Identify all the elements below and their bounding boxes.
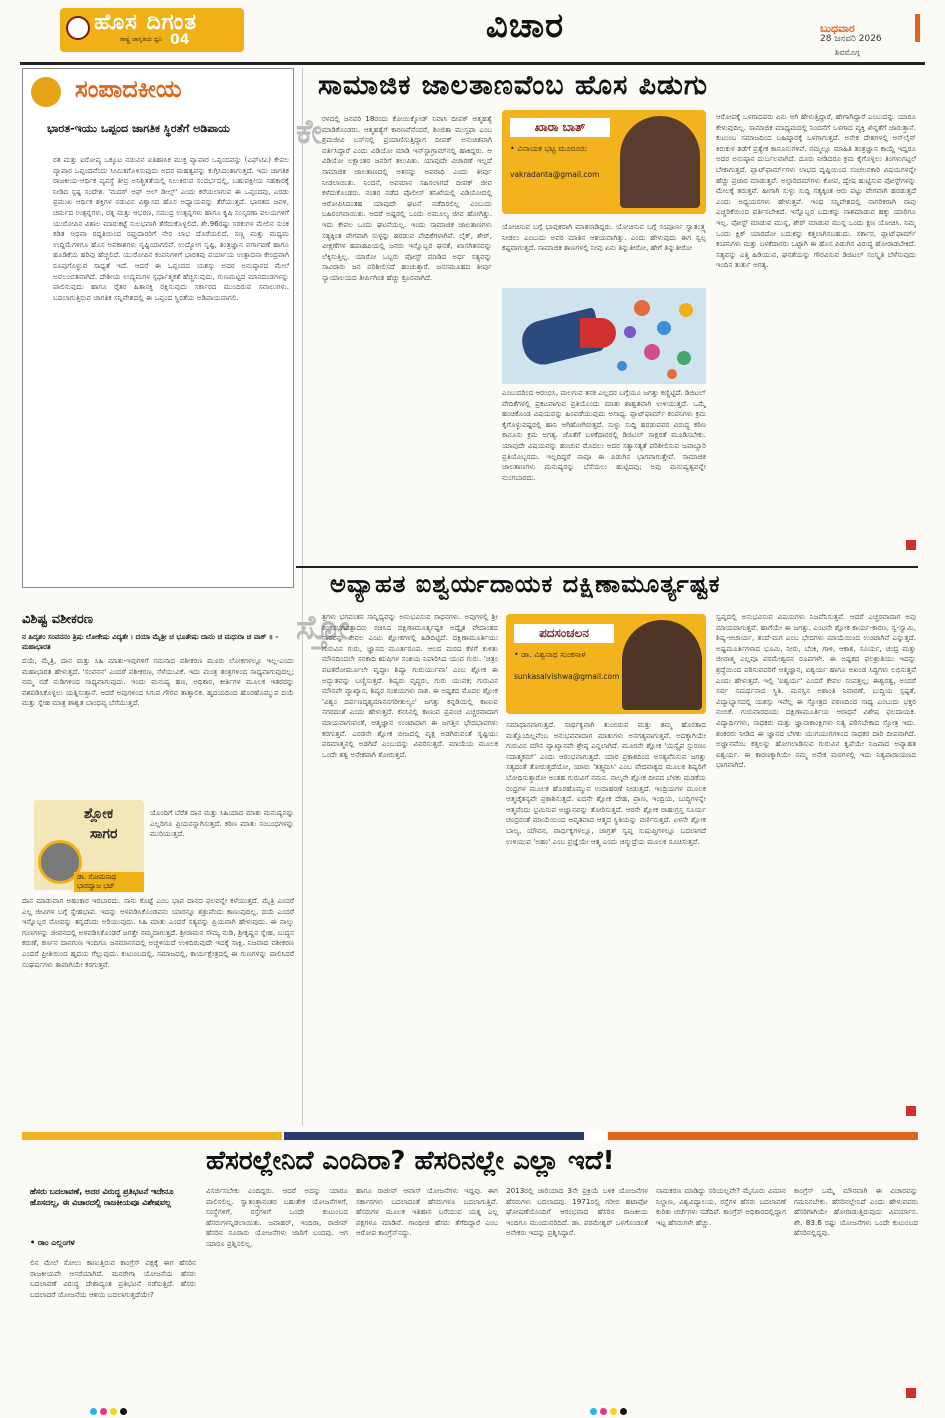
article2-column-name: ಪದಸಂಚಲನ — [514, 624, 614, 643]
social-bubble-icon — [679, 303, 693, 317]
article3-column-3: ಹಾಗೂ ರಾಜೀವ್ ಆವಾಸ್ ಯೋಜನೆಗಳು ಇದ್ದವು. ಈಗ ಸರ್ಕಾರಗಳು ಬದಲಾದಂತೆ ಹೆಸರುಗಳೂ ಬದಲಾಗುತ್ತಿವೆ. ಹೆಸರುಗಳ ಮೂಲಕ ಇತಿಹಾಸ ಬರೆಯುವ ಯತ್ನ ಎಲ್ಲ ಪಕ್ಷಗಳೂ ಮಾಡಿವೆ. ಗಾಂಧೀಜಿ ಹೆಸರು ತೆಗೆದಿದ್ದಾರೆ ಎಂಬ ಆರೋಪ ಕಾಂಗ್ರೆಸ್‌ನದ್ದು. — [356, 1186, 498, 1238]
shloka-logo-word-1: ಶ್ಲೋಕ — [84, 806, 114, 822]
registration-dot-icon — [100, 1408, 107, 1415]
article1-author-photo — [620, 116, 700, 208]
article1-column-3: ಆರೋಪಕ್ಕೆ ಒಳಗಾದವರು ಏನು ಆಗಿ ಹೇಳುತ್ತಿದ್ದಾರೆ, ಹೇಗಾಗಿದ್ದಾರೆ ಎಂಬುದನ್ನು ಯಾರೂ ಕೇಳುವುದಿಲ್ಲ. ಸಾಮಾಜಿಕ ಮಾಧ್ಯಮದಲ್ಲಿ ನಿಂದನೆಗೆ ಒಳಗಾದ ವ್ಯಕ್ತಿ ಖಿನ್ನತೆಗೆ ಜಾರುತ್ತಾನೆ. ಕುಟುಂಬ ಸಮಾಜದಿಂದ ಬಹಿಷ್ಕಾರಕ್ಕೆ ಒಳಗಾಗುತ್ತದೆ. ಅನೇಕ ದೇಶಗಳಲ್ಲಿ ಆನ್‌ಲೈನ್ ಕಿರುಕುಳ ತಡೆಗೆ ಪ್ರತ್ಯೇಕ ಕಾನೂನುಗಳಿವೆ. ನಮ್ಮಲ್ಲೂ ಮಾಹಿತಿ ತಂತ್ರಜ್ಞಾನ ಕಾಯ್ದೆ ಇದ್ದರೂ ಅದರ ಅನುಷ್ಠಾನ ದುರ್ಬಲವಾಗಿದೆ. ದೂರು ನೀಡಿದರೂ ಕ್ರಮ ಕೈಗೊಳ್ಳಲು ತಿಂಗಳುಗಟ್ಟಲೆ ಬೇಕಾಗುತ್ತದೆ. ಪ್ಲಾಟ್‌ಫಾರ್ಮ್‌ಗಳು ಲಾಭದ ದೃಷ್ಟಿಯಿಂದ ಸಂಚಲನಕಾರಿ ವಿಷಯಗಳನ್ನೇ ಹೆಚ್ಚು ಪ್ರಚಾರ ಮಾಡುತ್ತವೆ. ಅಲ್ಗಾರಿದಮ್‌ಗಳು ಕೋಪ, ದ್ವೇಷ ಹುಟ್ಟಿಸುವ ಪೋಸ್ಟ್‌ಗಳನ್ನು ಮೇಲಕ್ಕೆ ತರುತ್ತವೆ. ಹೀಗಾಗಿ ಸುಳ್ಳು ಸುದ್ದಿ ಸತ್ಯಕ್ಕಿಂತ ಆರು ಪಟ್ಟು ವೇಗವಾಗಿ ಹರಡುತ್ತದೆ ಎಂದು ಅಧ್ಯಯನಗಳು ಹೇಳುತ್ತವೆ. ಇಂಥ ಸನ್ನಿವೇಶದಲ್ಲಿ ನಾಗರಿಕರಾಗಿ ನಾವು ಎಚ್ಚರಿಕೆಯಿಂದ ವರ್ತಿಸಬೇಕಿದೆ. ಇನ್ನೊಬ್ಬರ ಬದುಕನ್ನು ನಾಶಮಾಡುವ ಹಕ್ಕು ಯಾರಿಗೂ ಇಲ್ಲ. ಪೋಸ್ಟ್ ಮಾಡುವ ಮುನ್ನ, ಶೇರ್ ಮಾಡುವ ಮುನ್ನ ಒಂದು ಕ್ಷಣ ಯೋಚಿಸಿ. ನಿಮ್ಮ ಒಂದು ಕ್ಲಿಕ್ ಯಾರದೋ ಬದುಕನ್ನು ಕತ್ತಲಾಗಿಸಬಹುದು. ಸರ್ಕಾರ, ಪ್ಲಾಟ್‌ಫಾರ್ಮ್ ಕಂಪನಿಗಳು ಮತ್ತು ಬಳಕೆದಾರರು ಒಟ್ಟಾಗಿ ಈ ಹೊಸ ಪಿಡುಗಿನ ವಿರುದ್ಧ ಹೋರಾಡಬೇಕಿದೆ. ಸತ್ಯವನ್ನು ಎತ್ತಿ ಹಿಡಿಯುವ, ಘನತೆಯನ್ನು ಗೌರವಿಸುವ ಡಿಜಿಟಲ್ ಸಂಸ್ಕೃತಿ ಬೆಳೆಸುವುದು ಇಂದಿನ ತುರ್ತು ಅಗತ್ಯ. — [716, 112, 916, 270]
page-edge-strip — [915, 14, 920, 42]
article2-column-3: ಸ್ವಪ್ನದಲ್ಲಿ ಅನುಭವಿಸುವ ವಿಷಯಗಳು ನಿಜವೆನಿಸುತ್ತವೆ. ಆದರೆ ಎಚ್ಚರವಾದಾಗ ಅವು ಮಾಯವಾಗುತ್ತವೆ. ಹಾಗೆಯೇ ಈ ಜಗತ್ತು. ಎಂಟನೇ ಶ್ಲೋಕ ಕಾರ್ಯ-ಕಾರಣ, ಸ್ವ-ಸ್ವಾಮಿ, ಶಿಷ್ಯ-ಆಚಾರ್ಯ, ತಂದೆ-ಮಗ ಎಂಬ ಭೇದಗಳು ಮಾಯೆಯಿಂದ ಉಂಟಾಗಿವೆ ಎನ್ನುತ್ತದೆ. ಅಷ್ಟಮೂರ್ತಿಗಳಾದ ಭೂಮಿ, ನೀರು, ಬೆಂಕಿ, ಗಾಳಿ, ಆಕಾಶ, ಸೂರ್ಯ, ಚಂದ್ರ ಮತ್ತು ಜೀವಾತ್ಮ ಎಲ್ಲವೂ ಪರಮೇಶ್ವರನ ರೂಪಗಳೇ. ಈ ಅಷ್ಟಕದ ಫಲಶ್ರುತಿಯು ಇದನ್ನು ಶ್ರದ್ಧೆಯಿಂದ ಪಠಿಸುವವರಿಗೆ ಆತ್ಮಜ್ಞಾನ, ಐಶ್ವರ್ಯ ಹಾಗೂ ಅಖಂಡ ಸಿದ್ಧಿಗಳು ಲಭಿಸುತ್ತವೆ ಎಂದು ಹೇಳುತ್ತದೆ. ಇಲ್ಲಿ 'ಐಶ್ವರ್ಯ' ಎಂದರೆ ಕೇವಲ ಸಂಪತ್ತಲ್ಲ; ಈಶ್ವರತ್ವ, ಅಂದರೆ ಸರ್ವ ಸಮರ್ಥನಾದ ಸ್ಥಿತಿ. ಮನಸ್ಸಿನ ಅಶಾಂತಿ ನಿವಾರಣೆ, ಬುದ್ಧಿಯ ಸ್ಪಷ್ಟತೆ, ವಿದ್ಯಾಭ್ಯಾಸದಲ್ಲಿ ಯಶಸ್ಸು ಇವೆಲ್ಲ ಈ ಸ್ತೋತ್ರದ ಪಠಣದಿಂದ ಸಾಧ್ಯ ಎಂಬುದು ಭಕ್ತರ ನಂಬಿಕೆ. ಗುರುವಾರದಂದು ದಕ್ಷಿಣಾಮೂರ್ತಿಯ ಆರಾಧನೆ ವಿಶೇಷ ಫಲದಾಯಕ. ವಿದ್ಯಾರ್ಥಿಗಳು, ಸಾಧಕರು ಮತ್ತು ಜ್ಞಾನಾಕಾಂಕ್ಷಿಗಳು ನಿತ್ಯ ಪಠಿಸಬೇಕಾದ ಸ್ತೋತ್ರ ಇದು. ಶಂಕರರು ನೀಡಿದ ಈ ಜ್ಞಾನದ ಬೆಳಕು ಯುಗಯುಗಗಳಿಂದ ಸಾಧಕರ ದಾರಿ ದೀಪವಾಗಿದೆ. ಅಜ್ಞಾನವೆಂಬ ಕತ್ತಲನ್ನು ಹೋಗಲಾಡಿಸುವ ಗುರುವಿನ ಕೃಪೆಯೇ ನಿಜವಾದ ಅವ್ಯಾಹತ ಐಶ್ವರ್ಯ. ಈ ಕಾರಣಕ್ಕಾಗಿಯೇ ನಮ್ಮ ಅನೇಕ ಮಠಗಳಲ್ಲಿ ಇದು ನಿತ್ಯಪಾರಾಯಣದ ಭಾಗವಾಗಿದೆ. — [716, 612, 916, 770]
column-divider — [302, 68, 303, 1126]
feature-body-intro: ದಯೆ, ಮೈತ್ರಿ, ದಾನ ಮತ್ತು ಸಿಹಿ ಮಾತು-ಇವುಗಳಿಗೆ ಸಮನಾದ ವಶೀಕರಣ ಮೂರು ಲೋಕಗಳಲ್ಲೂ ಇಲ್ಲ-ಎಂದು ಮಹಾಭಾರತ ಹೇಳುತ್ತದೆ. 'ಸಂವನನ' ಎಂದರೆ ವಶೀಕರಣ, ಸೆಳೆಯುವಿಕೆ. ಇದು ಮಂತ್ರ ತಂತ್ರಗಳಿಂದ ಸಾಧ್ಯವಾಗುವುದಲ್ಲ; ನಮ್ಮ ನಡೆ ನುಡಿಗಳಿಂದ ಸಾಧ್ಯವಾಗುವುದು. ಇಂದು ಮನುಷ್ಯ ಹಣ, ಅಧಿಕಾರ, ಕೀರ್ತಿಗಳ ಮೂಲಕ ಇತರರನ್ನು ವಶಪಡಿಸಿಕೊಳ್ಳಲು ಯತ್ನಿಸುತ್ತಾನೆ. ಆದರೆ ಅವುಗಳಿಂದ ಸಿಗುವ ಗೌರವ ತಾತ್ಕಾಲಿಕ. ಹೃದಯದಿಂದ ಹೊರಹೊಮ್ಮುವ ದಯೆ ಮತ್ತು ಸ್ನೇಹ ಮಾತ್ರ ಶಾಶ್ವತ ಬಾಂಧವ್ಯ ಬೆಸೆಯುತ್ತದೆ. — [22, 656, 294, 708]
article3-column-6: ಕಾಂಗ್ರೆಸ್ ಒಮ್ಮೆ ಮೌನವಾಗಿ ಈ ವಿಚಾರವನ್ನು ಗಮನಿಸಬೇಕು. ಹೆಸರಿನಲ್ಲೇನಿದೆ ಎಂದು ಹೇಳುವವರು ಹೆಸರಿಗಾಗಿಯೇ ಹೋರಾಡುತ್ತಿರುವುದು ವಿಪರ್ಯಾಸ. ಶೇ. 83.6 ರಷ್ಟು ಯೋಜನೆಗಳು ಒಂದೇ ಕುಟುಂಬದ ಹೆಸರಿನಲ್ಲಿದ್ದವು. — [794, 1186, 918, 1238]
article3-deck: ಹೆಸರು ಬದಲಾವಣೆ, ಅದರ ವಿರುದ್ಧ ಪ್ರತಿಭಟನೆ ಇದೇನೂ ಹೊಸದಲ್ಲ, ಈ ವಿಚಾರದಲ್ಲಿ ರಾಜಕೀಯವೂ ವಿಶೇಷವಲ್ಲ — [30, 1187, 174, 1207]
social-bubble-icon — [634, 300, 650, 316]
article3-column-2: ವಿಸರ್ಜಿಸಬೇಕು ಎಂದಿದ್ದರು. ಆದರೆ ಅದನ್ನು ಯಾರೂ ಪಾಲಿಸಲಿಲ್ಲ. ಸ್ವಾತಂತ್ರ್ಯಾನಂತರ ಬಹುತೇಕ ಯೋಜನೆಗಳಿಗೆ, ಸಂಸ್ಥೆಗಳಿಗೆ, ರಸ್ತೆಗಳಿಗೆ ಒಂದೇ ಕುಟುಂಬದ ಹೆಸರುಗಳನ್ನಿಡಲಾಯಿತು. ಜವಾಹರ್, ಇಂದಿರಾ, ರಾಜೀವ್ ಹೆಸರಿನ ನೂರಾರು ಯೋಜನೆಗಳು ಜಾರಿಗೆ ಬಂದವು. ಆಗ ಯಾರೂ ಪ್ರಶ್ನಿಸಲಿಲ್ಲ. — [206, 1186, 348, 1248]
article2-email[interactable]: sunkasalvishwa@gmail.com — [514, 672, 620, 681]
color-bar-gap — [586, 1132, 606, 1140]
feature-body-main: ದಾನ ಮಾಡುವಾಗ ಅಹಂಕಾರ ಇರಬಾರದು. ನಾನು ಕೊಟ್ಟೆ ಎಂಬ ಭಾವ ದಾನದ ಫಲವನ್ನೇ ಕಳೆಯುತ್ತದೆ. ಮೈತ್ರಿ ಎಂದರೆ ಎಲ್ಲ ಜೀವಿಗಳ ಬಗ್ಗೆ ಸ್ನೇಹಭಾವ. ಇದನ್ನು ಅಳವಡಿಸಿಕೊಂಡವನು ಯಾರನ್ನೂ ಶತ್ರುವೆಂದು ಕಾಣುವುದಿಲ್ಲ. ದಯೆ ಎಂದರೆ ಇನ್ನೊಬ್ಬರ ನೋವನ್ನು ತನ್ನದೆಂದು ಅರಿಯುವುದು. ಸಿಹಿ ಮಾತು ಎಂದರೆ ಸತ್ಯವನ್ನು ಪ್ರಿಯವಾಗಿ ಹೇಳುವುದು. ಈ ನಾಲ್ಕು ಗುಣಗಳನ್ನು ಜೀವನದಲ್ಲಿ ಅಳವಡಿಸಿಕೊಂಡರೆ ಜಗತ್ತೇ ನಮ್ಮದಾಗುತ್ತದೆ. ಶ್ರೀರಾಮನ ಸೌಮ್ಯ ನುಡಿ, ಶ್ರೀಕೃಷ್ಣನ ಸ್ನೇಹ, ಬುದ್ಧನ ಕರುಣೆ, ಕರ್ಣನ ದಾನಗುಣ ಇಂದಿಗೂ ಜನಮಾನಸದಲ್ಲಿ ಅಚ್ಚಳಿಯದೆ ಉಳಿದಿರುವುದೇ ಇದಕ್ಕೆ ಸಾಕ್ಷಿ. ನಿಜವಾದ ವಶೀಕರಣ ಎಂದರೆ ಪ್ರೀತಿಯಿಂದ ಹೃದಯ ಗೆಲ್ಲುವುದು. ಕುಟುಂಬದಲ್ಲಿ, ಸಮಾಜದಲ್ಲಿ, ಕಾರ್ಯಕ್ಷೇತ್ರದಲ್ಲಿ ಈ ಗುಣಗಳನ್ನು ಪಾಲಿಸಿದರೆ ಸಂಘರ್ಷಗಳು ತಾವಾಗಿಯೇ ಕರಗುತ್ತವೆ. — [22, 896, 294, 969]
registration-dot-icon — [590, 1408, 597, 1415]
article1-column-2-bottom: ಎಂಬುದರಿಂದ ಆರಂಭಿಸಿ, ಮಲಗುವ ತನಕ ಎಲ್ಲದರ ಬಗ್ಗೆಯೂ ಜಗತ್ತು ಕಣ್ಣಿಟ್ಟಿದೆ. ಡಿಜಿಟಲ್ ವೇದಿಕೆಗಳಲ್ಲಿ ಪ್ರಕಟವಾಗುವ ಪ್ರತಿಯೊಂದು ಮಾತು ಶಾಶ್ವತವಾಗಿ ಉಳಿಯುತ್ತದೆ. ಒಮ್ಮೆ ಹಂಚಿಕೊಂಡ ವಿಷಯವನ್ನು ಹಿಂಪಡೆಯುವುದು ಅಸಾಧ್ಯ. ಪ್ಲಾಟ್‌ಫಾರ್ಮ್ ಕಂಪನಿಗಳು ಕ್ರಮ ಕೈಗೊಳ್ಳುವಷ್ಟರಲ್ಲಿ ಹಾನಿ ಆಗಿಹೋಗಿರುತ್ತದೆ. ಸುಳ್ಳು ಸುದ್ದಿ ಹರಡುವವರ ವಿರುದ್ಧ ಕಠಿಣ ಕಾನೂನು ಕ್ರಮ ಅಗತ್ಯ. ಜೊತೆಗೆ ಬಳಕೆದಾರರಲ್ಲಿ ಡಿಜಿಟಲ್ ಸಾಕ್ಷರತೆ ಮೂಡಿಸಬೇಕು. ಯಾವುದೇ ವಿಷಯವನ್ನು ಹಂಚುವ ಮೊದಲು ಅದರ ಸತ್ಯಾಸತ್ಯತೆ ಪರಿಶೀಲಿಸುವ ಜವಾಬ್ದಾರಿ ಪ್ರತಿಯೊಬ್ಬರದು. ಇಲ್ಲದಿದ್ದರೆ ನಾವೂ ಈ ಪಿಡುಗಿನ ಭಾಗವಾಗುತ್ತೇವೆ. ಸಾಮಾಜಿಕ ಜಾಲತಾಣಗಳು ಮನುಷ್ಯರನ್ನು ಬೆಸೆಯಲು ಹುಟ್ಟಿದವು; ಅವು ಮನುಷ್ಯತ್ವವನ್ನೇ ನುಂಗಬಾರದು. — [502, 388, 706, 482]
feature-title[interactable]: ವಿಶಿಷ್ಟ ವಶೀಕರಣ — [22, 612, 93, 627]
social-bubble-icon — [644, 344, 660, 360]
editorial-emblem-icon — [31, 77, 61, 107]
social-bubble-icon — [617, 361, 627, 371]
social-bubble-icon — [667, 369, 677, 379]
color-bar-navy — [284, 1132, 584, 1140]
section-title: ವಿಚಾರ — [485, 6, 565, 46]
article2-author: • ಡಾ. ವಿಶ್ವನಾಥ ಸುಂಕಸಾಳ — [514, 650, 586, 659]
article1-author-badge — [502, 110, 706, 214]
social-bubble-icon — [677, 351, 691, 365]
edition-city: ಶಿವಮೊಗ್ಗ — [835, 48, 860, 57]
article3-author: • ರಾಂ ಎಲ್ಲಂಗಳ — [30, 1238, 75, 1247]
article2-headline[interactable]: ಅವ್ಯಾಹತ ಐಶ್ವರ್ಯದಾಯಕ ದಕ್ಷಿಣಾಮೂರ್ತ್ಯಷ್ಟಕ — [330, 570, 721, 598]
registration-dot-icon — [120, 1408, 127, 1415]
shloka-sagara-column-logo — [34, 800, 144, 890]
editorial-box — [22, 68, 294, 588]
issue-date: 28 ಜನವರಿ 2026 — [820, 34, 882, 44]
color-bar-orange — [608, 1132, 918, 1140]
masthead-logo[interactable] — [60, 8, 244, 52]
paper-name: ಹೊಸ ದಿಗಂತ — [94, 10, 198, 35]
article-end-mark-icon — [906, 540, 916, 550]
article3-headline[interactable]: ಹೆಸರಲ್ಲೇನಿದೆ ಎಂದಿರಾ? ಹೆಸರಿನಲ್ಲೇ ಎಲ್ಲಾ ಇದೆ! — [206, 1146, 615, 1176]
article3-column-5: ನಾಮಕರಣ ಮಾಡಿದ್ದು ಸರಿಯಲ್ಲವೇ? ಮೈಸೂರು ವಿಮಾನ ನಿಲ್ದಾಣ, ವಿಶ್ವವಿದ್ಯಾಲಯ, ರಸ್ತೆಗಳ ಹೆಸರು ಬದಲಾವಣೆ ಕುರಿತು ಚರ್ಚೆಗಳು ನಡೆದಿವೆ. ಕಾಂಗ್ರೆಸ್ ಅಧಿಕಾರದಲ್ಲಿದ್ದಾಗ ಇಟ್ಟ ಹೆಸರುಗಳೇ ಹೆಚ್ಚು. — [656, 1186, 786, 1227]
article2-author-badge — [506, 614, 706, 714]
social-bubble-icon — [657, 321, 671, 335]
article1-dropcap: ಕೇ — [296, 112, 323, 152]
shloka-logo-word-2: ಸಾಗರ — [90, 826, 118, 842]
article-end-mark-icon — [906, 1388, 916, 1398]
article-end-mark-icon — [906, 1106, 916, 1116]
registration-dot-icon — [600, 1408, 607, 1415]
registration-dot-icon — [110, 1408, 117, 1415]
article1-column-2-top: ಯೋಚಿಸುವ ಬಗ್ಗೆ ಭಾವುಕರಾಗಿ ಮಾತನಾಡಿದ್ದರು. ಯೋಚಿಸುವ ಬಗ್ಗೆ ಸಂಪೂರ್ಣ ಸ್ವಾತಂತ್ರ್ಯ ನೀಡಲು ಎಂಬುದು ಅವರ ಮಾತಿನ ಆಶಯವಾಗಿತ್ತು. ಎಂದು ಹೇಳುವುದು ಈಗ ಸ್ವಲ್ಪ ಕಷ್ಟವಾಗುತ್ತದೆ. ಸಾಮಾಜಿಕ ತಾಣಗಳಲ್ಲಿ ನೀವು ಏನು ತಿನ್ನುತೀರೋ, ಹೇಗೆ ತಿನ್ನುತೀರೋ — [502, 222, 706, 253]
editorial-logo-word: ಸಂಪಾದಕೀಯ — [75, 75, 182, 103]
registration-dot-icon — [90, 1408, 97, 1415]
masthead-rule — [20, 62, 925, 65]
article2-author-photo — [622, 620, 702, 710]
social-media-magnet-illustration — [502, 288, 706, 384]
editorial-body: ರತ ಮತ್ತು ಐರೋಪ್ಯ ಒಕ್ಕೂಟ ನಡುವಿನ ಐತಿಹಾಸಿಕ ಮುಕ್ತ ವ್ಯಾಪಾರ ಒಪ್ಪಂದವನ್ನು (ಎಫ್‌ಟಿಎ) ಕೇವಲ ವ್ಯಾಪಾರ ಒಪ್ಪಂದವೆಂದು ಸೀಮಿತಗೊಳಿಸುವುದು ಅದರ ಮಹತ್ವವನ್ನು ಕುಗ್ಗಿಸಿದಂತಾಗುತ್ತದೆ. ಇದು ಜಾಗತಿಕ ರಾಜಕೀಯ-ಆರ್ಥಿಕ ವ್ಯವಸ್ಥೆ ತೀವ್ರ ಅನಿಶ್ಚಿತತೆಯಲ್ಲಿ ಸಿಲುಕಿರುವ ಸಂದರ್ಭದಲ್ಲಿ, ಬಹುಪಕ್ಷೀಯ ಸಹಕಾರಕ್ಕೆ ನೀಡಿದ ಸ್ಪಷ್ಟ ಸಂದೇಶ. 'ಮದರ್ ಆಫ್ ಆಲ್ ಡೀಲ್ಸ್' ಎಂದು ಕರೆಯಲಾಗುವ ಈ ಒಪ್ಪಂದವು, ಎರಡು ಪ್ರಮುಖ ಆರ್ಥಿಕ ಶಕ್ತಿಗಳ ನಡುವಿನ ವಿಶ್ವಾಸದ ಹೊಸ ಅಧ್ಯಾಯವನ್ನು ತೆರೆಯುತ್ತದೆ. ಭಾರತದ ಜವಳಿ, ಚರ್ಮದ ಉತ್ಪನ್ನಗಳು, ರತ್ನ ಮತ್ತು ಆಭರಣ, ಸಮುದ್ರ ಉತ್ಪನ್ನಗಳು ಹಾಗೂ ಕೃಷಿ ಸಂಸ್ಕರಣಾ ವಲಯಗಳಿಗೆ ಯುರೋಪಿನ ವಿಶಾಲ ಮಾರುಕಟ್ಟೆ ಸುಲಭವಾಗಿ ತೆರೆದುಕೊಳ್ಳಲಿದೆ. ಶೇ.96ರಷ್ಟು ಸರಕುಗಳ ಮೇಲಿನ ಸುಂಕ ಕಡಿತ ಅಥವಾ ರದ್ದತಿಯಿಂದ ರಫ್ತುದಾರರಿಗೆ ನೇರ ಲಾಭ ದೊರೆಯಲಿದೆ. ಸಣ್ಣ ಮತ್ತು ಮಧ್ಯಮ ಉದ್ದಿಮೆಗಳಿಗೂ ಹೊಸ ಅವಕಾಶಗಳು ಸೃಷ್ಟಿಯಾಗಲಿವೆ. ಉದ್ಯೋಗ ಸೃಷ್ಟಿ, ತಂತ್ರಜ್ಞಾನ ವರ್ಗಾವಣೆ ಹಾಗೂ ಹೂಡಿಕೆಯ ಹರಿವು ಹೆಚ್ಚಲಿದೆ. ಯುರೋಪಿನ ಕಂಪನಿಗಳಿಗೆ ಭಾರತವು ಪರ್ಯಾಯ ಉತ್ಪಾದನಾ ಕೇಂದ್ರವಾಗಿ ರೂಪುಗೊಳ್ಳುವ ಸಾಧ್ಯತೆ ಇದೆ. ಆದರೆ ಈ ಒಪ್ಪಂದದ ಯಶಸ್ಸು ಅದರ ಅನುಷ್ಠಾನದ ಮೇಲೆ ಅವಲಂಬಿತವಾಗಿದೆ. ದೇಶೀಯ ಉದ್ಯಮಗಳ ಸ್ಪರ್ಧಾತ್ಮಕತೆ ಹೆಚ್ಚಿಸುವುದು, ಗುಣಮಟ್ಟದ ಮಾನದಂಡಗಳನ್ನು ಪಾಲಿಸುವುದು ಹಾಗೂ ರೈತರ ಹಿತಾಸಕ್ತಿ ರಕ್ಷಿಸುವುದು ಸರ್ಕಾರದ ಮುಂದಿರುವ ಸವಾಲುಗಳು. ಬದಲಾಗುತ್ತಿರುವ ಜಾಗತಿಕ ಸನ್ನಿವೇಶದಲ್ಲಿ ಈ ಒಪ್ಪಂದ ಸ್ಥಿರತೆಯ ಅಡಿಪಾಯವಾಗಲಿ. — [53, 155, 289, 302]
article2-column-2: ಸಮಾಧಾನವಾಗುತ್ತದೆ. ಸಾರ್ಥಕ್ಯವಾಗಿ ತುಂಬಿರುವ ಮತ್ತು ತಮ್ಮ ಹೊರತಾದ ಮತ್ತೊಂದಿಲ್ಲವೆಂಬ ಅನುಭವವಾದಾಗ ಮಾತುಗಳು ಅನಗತ್ಯವಾಗುತ್ತವೆ. ಅದಕ್ಕಾಗಿಯೇ ಗುರುವಿನ ಮೌನ ವ್ಯಾಖ್ಯಾನವೇ ಶ್ರೇಷ್ಠ ಎನ್ನಲಾಗಿದೆ. ಮೂರನೇ ಶ್ಲೋಕ 'ಯಸ್ಯೈವ ಸ್ಫುರಣಂ ಸದಾತ್ಮಕಮ್' ಎಂದು ಆರಂಭವಾಗುತ್ತದೆ. ಯಾರ ಪ್ರಕಾಶದಿಂದ ಅಸತ್ಯವೆನಿಸುವ ಜಗತ್ತು ಸತ್ಯದಂತೆ ತೋರುತ್ತದೆಯೋ, ಯಾರು 'ತತ್ತ್ವಮಸಿ' ಎಂಬ ವೇದವಾಕ್ಯದ ಮೂಲಕ ಶಿಷ್ಯರಿಗೆ ಬೋಧಿಸುತ್ತಾರೋ ಅಂತಹ ಗುರುವಿಗೆ ನಮನ. ನಾಲ್ಕನೇ ಶ್ಲೋಕ ದೀಪದ ಬೆಳಕು ಮಡಕೆಯ ರಂಧ್ರಗಳ ಮೂಲಕ ಹೊರಹೊಮ್ಮುವ ಉದಾಹರಣೆ ನೀಡುತ್ತದೆ. ಇಂದ್ರಿಯಗಳ ಮೂಲಕ ಆತ್ಮಚೈತನ್ಯವೇ ಪ್ರಕಾಶಿಸುತ್ತದೆ. ಐದನೇ ಶ್ಲೋಕ ದೇಹ, ಪ್ರಾಣ, ಇಂದ್ರಿಯ, ಬುದ್ಧಿಗಳನ್ನೇ ಆತ್ಮವೆಂದು ಭ್ರಮಿಸುವ ಅಜ್ಞಾನವನ್ನು ತೋರಿಸುತ್ತದೆ. ಆರನೇ ಶ್ಲೋಕ ರಾಹುಗ್ರಸ್ತ ಸೂರ್ಯ ಚಂದ್ರರಂತೆ ಮಾಯೆಯಿಂದ ಆವೃತವಾದ ಆತ್ಮದ ಸ್ಥಿತಿಯನ್ನು ವರ್ಣಿಸುತ್ತದೆ. ಏಳನೇ ಶ್ಲೋಕ ಬಾಲ್ಯ, ಯೌವನ, ವಾರ್ಧಕ್ಯಗಳಲ್ಲೂ, ಜಾಗ್ರತ್ ಸ್ವಪ್ನ ಸುಷುಪ್ತಿಗಳಲ್ಲೂ ಬದಲಾಗದೆ ಉಳಿಯುವ 'ಅಹಂ' ಎಂಬ ಪ್ರಜ್ಞೆಯೇ ಆತ್ಮ ಎಂದು ಚಿನ್ಮುದ್ರೆಯ ಮೂಲಕ ಸೂಚಿಸುತ್ತದೆ. — [506, 720, 706, 846]
social-icons-cluster — [502, 288, 706, 384]
registration-dot-icon — [620, 1408, 627, 1415]
shloka-author: ಡಾ. ಸೋಮನಾಥ ಭಾರದ್ವಾಜ ಭಟ್ — [74, 872, 144, 892]
section-color-bar — [22, 1132, 918, 1140]
article3-column-1: ಲಿನ ಮೇಲೆ ಸೋಲು ಕಾಣುತ್ತಿರುವ ಕಾಂಗ್ರೆಸ್ ಪಕ್ಷಕ್ಕೆ ಈಗ ಹೆಸರಿನ ರಾಜಕೀಯವೇ ಆಸರೆಯಾಗಿದೆ. ಮನರೇಗಾ ಯೋಜನೆಯ ಹೆಸರು ಬದಲಾವಣೆ ವಿರುದ್ಧ ದೇಶಾದ್ಯಂತ ಪ್ರತಿಭಟನೆ ನಡೆಸುತ್ತಿದೆ. ಹೆಸರು ಬದಲಾದರೆ ಯೋಜನೆಯ ಆಶಯ ಬದಲಾಗುತ್ತದೆಯೇ? — [30, 1258, 196, 1299]
article1-column-1: ರಳದಲ್ಲಿ ಜನವರಿ 18ರಂದು ಕೋಯಿಕ್ಕೋಡ್ ನಿವಾಸಿ ದೀಪಕ್ ಆತ್ಮಹತ್ಯೆ ಮಾಡಿಕೊಂಡರು. ಆತ್ಮಹತ್ಯೆಗೆ ಕಾರಣವೆನೆಂದರೆ, ಶಿಂಜಿತಾ ಮುಸ್ತಫಾ ಎಂಬ ಶ್ರಮಜೀವಿ ಬಸ್‌ನಲ್ಲಿ ಪ್ರಯಾಣಿಸುತ್ತಿದ್ದಾಗ ದೀಪಕ್ ಅನುಚಿತವಾಗಿ ವರ್ತಿಸಿದ್ದಾರೆ ಎಂದು ವಿಡಿಯೋ ಮಾಡಿ ಇನ್‌ಸ್ಟಾಗ್ರಾಮ್‌ನಲ್ಲಿ ಹಾಕಿದ್ದರು. ಆ ವಿಡಿಯೋ ಲಕ್ಷಾಂತರ ಜನರಿಗೆ ತಲುಪಿತು. ಯಾವುದೇ ವಿಚಾರಣೆ ಇಲ್ಲದೆ ಸಾಮಾಜಿಕ ಜಾಲತಾಣದಲ್ಲಿ ಆತನನ್ನು ಅಪರಾಧಿ ಎಂದು ತೀರ್ಪು ನೀಡಲಾಯಿತು. ನಿಂದನೆ, ಅವಮಾನ ಸಹಿಸಲಾಗದೆ ದೀಪಕ್ ಜೀವ ಕಳೆದುಕೊಂಡರು. ನಂತರ ನಡೆದ ಪೊಲೀಸ್ ತನಿಖೆಯಲ್ಲಿ ವಿಡಿಯೋದಲ್ಲಿ ಆರೋಪಿಸಿದಂತಹ ಯಾವುದೇ ಘಟನೆ ನಡೆದಿರಲಿಲ್ಲ ಎಂಬುದು ಬಹಿರಂಗವಾಯಿತು. ಆದರೆ ಅಷ್ಟರಲ್ಲಿ ಒಂದು ಅಮೂಲ್ಯ ಜೀವ ಹೋಗಿತ್ತು. ಇದು ಕೇವಲ ಒಂದು ಘಟನೆಯಲ್ಲ. ಇಂದು ಸಾಮಾಜಿಕ ಜಾಲತಾಣಗಳು ಸತ್ಯಕ್ಕಿಂತ ವೇಗವಾಗಿ ಸುಳ್ಳನ್ನು ಹರಡುವ ವೇದಿಕೆಗಳಾಗಿವೆ. ಲೈಕ್, ಶೇರ್, ವೀಕ್ಷಣೆಗಳ ಹಪಾಹಪಿಯಲ್ಲಿ ಜನರು ಇನ್ನೊಬ್ಬರ ಘನತೆ, ಖಾಸಗಿತನವನ್ನು ಲೆಕ್ಕಿಸುತ್ತಿಲ್ಲ. ಯಾರೋ ಒಬ್ಬರು ಪೋಸ್ಟ್ ಮಾಡಿದ ಅರ್ಧ ಸತ್ಯವನ್ನು ಸಾವಿರಾರು ಜನ ಪರಿಶೀಲಿಸದೆ ಹಂಚುತ್ತಾರೆ. ಜನಸಮೂಹದ ತೀರ್ಪು ನ್ಯಾಯಾಲಯದ ತೀರ್ಪಿಗಿಂತ ಹೆಚ್ಚು ಕ್ರೂರವಾಗಿದೆ. — [322, 114, 492, 282]
page-number: 04 — [170, 32, 190, 48]
logo-emblem-icon — [66, 16, 90, 40]
paper-tagline: ರಾಷ್ಟ್ರ ಜಾಗೃತಿಯ ಧ್ವನಿ — [120, 36, 163, 43]
article2-column-1: ತ್ರಗಳು ಭಗವಂತನ ಸಾನ್ನಿಧ್ಯವನ್ನು ಅನುಭವಿಸುವ ಸಾಧನಗಳು. ಅವುಗಳಲ್ಲಿ ಶ್ರೀ ಶಂಕರಭಗವತ್ಪಾದರು ರಚಿಸಿದ ದಕ್ಷಿಣಾಮೂರ್ತ್ಯಷ್ಟಕ ಅದ್ವೈತ ವೇದಾಂತದ ಸಾರವನ್ನು ಕೇವಲ ಎಂಟು ಶ್ಲೋಕಗಳಲ್ಲಿ ಹಿಡಿದಿಟ್ಟಿದೆ. ದಕ್ಷಿಣಾಮೂರ್ತಿಯು ಗುರುವಿನ ಗುರು, ಜ್ಞಾನದ ಮೂರ್ತರೂಪ. ಆಲದ ಮರದ ಕೆಳಗೆ ಕುಳಿತು ಮೌನದಿಂದಲೇ ಸನಕಾದಿ ಋಷಿಗಳ ಸಂಶಯ ನಿವಾರಿಸಿದ ಯುವ ಗುರು. 'ಚಿತ್ರಂ ವಟತರೋರ್ಮೂಲೇ ವೃದ್ಧಾಃ ಶಿಷ್ಯಾ ಗುರುರ್ಯುವಾ' ಎಂಬ ಶ್ಲೋಕ ಈ ಅದ್ಭುತವನ್ನು ಬಣ್ಣಿಸುತ್ತದೆ. ಶಿಷ್ಯರು ವೃದ್ಧರು, ಗುರು ಯುವಕ; ಗುರುವಿನ ಮೌನವೇ ವ್ಯಾಖ್ಯಾನ, ಶಿಷ್ಯರ ಸಂಶಯಗಳು ನಾಶ. ಈ ಅಷ್ಟಕದ ಮೊದಲ ಶ್ಲೋಕ 'ವಿಶ್ವಂ ದರ್ಪಣದೃಶ್ಯಮಾನನಗರೀತುಲ್ಯಂ' ಜಗತ್ತು ಕನ್ನಡಿಯಲ್ಲಿ ಕಾಣುವ ನಗರದಂತೆ ಎಂದು ಹೇಳುತ್ತದೆ. ಕನಸಿನಲ್ಲಿ ಕಾಣುವ ಪ್ರಪಂಚ ಎಚ್ಚರವಾದಾಗ ಮಾಯವಾಗುವಂತೆ, ಆತ್ಮಜ್ಞಾನ ಉಂಟಾದಾಗ ಈ ಜಗತ್ತಿನ ಭೇದಭಾವಗಳು ಕರಗುತ್ತವೆ. ಎರಡನೇ ಶ್ಲೋಕ ಬೀಜದಲ್ಲಿ ವೃಕ್ಷ ಅಡಗಿರುವಂತೆ ಸೃಷ್ಟಿಯು ಪರಮಾತ್ಮನಲ್ಲಿ ಅಡಗಿದೆ ಎಂಬುದನ್ನು ವಿವರಿಸುತ್ತದೆ. ಮಾಯೆಯ ಮೂಲಕ ಒಂದೇ ತತ್ವ ಅನೇಕವಾಗಿ ತೋರುತ್ತದೆ. — [322, 612, 498, 759]
feature-verse: ನ ಹಿದೃಶಂ ಸಂವನನಂ ತ್ರಿಷು ಲೋಕೇಷು ವಿದ್ಯತೇ । ದಯಾ ಮೈತ್ರೀ ಚ ಭೂತೇಷು ದಾನಂ ಚ ಮಧುರಾ ಚ ವಾಕ್ ॥ - ಮಹಾಭಾರತ — [22, 633, 279, 651]
editorial-headline[interactable]: ಭಾರತ-ಇಯು ಒಪ್ಪಂದ ಜಾಗತಿಕ ಸ್ಥಿರತೆಗೆ ಅಡಿಪಾಯ — [47, 122, 230, 135]
article2-top-rule — [296, 566, 918, 568]
article3-column-4: 2013ರಲ್ಲಿ ಜಾರಿಯಾದ 3ನೇ ಪ್ರಕ್ರಿಯೆ ಬಳಿಕ ಯೋಜನೆಗಳ ಹೆಸರುಗಳು ಬದಲಾದವು. 1971ರಲ್ಲಿ ಗರೀಬಿ ಹಟಾವೋ ಘೋಷಣೆಯೊಂದಿಗೆ ಆರಂಭವಾದ ಹೆಸರಿನ ರಾಜಕೀಯ ಇಂದಿಗೂ ಮುಂದುವರಿದಿದೆ. ಡಾ. ಪರಮೇಶ್ವರ್ ಒಳಗೊಂಡಂತೆ ಅನೇಕರು ಇದನ್ನು ಪ್ರಶ್ನಿಸಿದ್ದಾರೆ. — [506, 1186, 648, 1238]
registration-dot-icon — [610, 1408, 617, 1415]
color-bar-yellow — [22, 1132, 282, 1140]
article2-dropcap: ಸ್ತೋ — [296, 608, 350, 648]
issue-day: ಬುಧವಾರ — [820, 22, 855, 35]
editorial-logo — [27, 75, 291, 111]
social-bubble-icon — [624, 326, 636, 338]
article1-headline[interactable]: ಸಾಮಾಜಿಕ ಜಾಲತಾಣವೆಂಬ ಹೊಸ ಪಿಡುಗು — [318, 70, 709, 101]
article1-author: • ವಿನಾಯಕ ಭಟ್ಟ ಮೂರೂರು — [510, 144, 588, 153]
feature-body-side: ಯೊಂದಿಗೆ ಬೆರೆತ ದಾನ ಮತ್ತು ಸಿಹಿಯಾದ ಮಾತು ಮನುಷ್ಯನನ್ನು ಎಲ್ಲರಿಗೂ ಪ್ರಿಯನನ್ನಾಗಿಸುತ್ತದೆ. ಕಠಿಣ ಮಾತು ಸಂಬಂಧಗಳನ್ನು ಮುರಿಯುತ್ತದೆ. — [150, 808, 294, 839]
article1-email[interactable]: vakradanta@gmail.com — [510, 170, 600, 179]
article1-column-name: ಖಾರಾ ಬಾತ್ — [510, 118, 610, 137]
